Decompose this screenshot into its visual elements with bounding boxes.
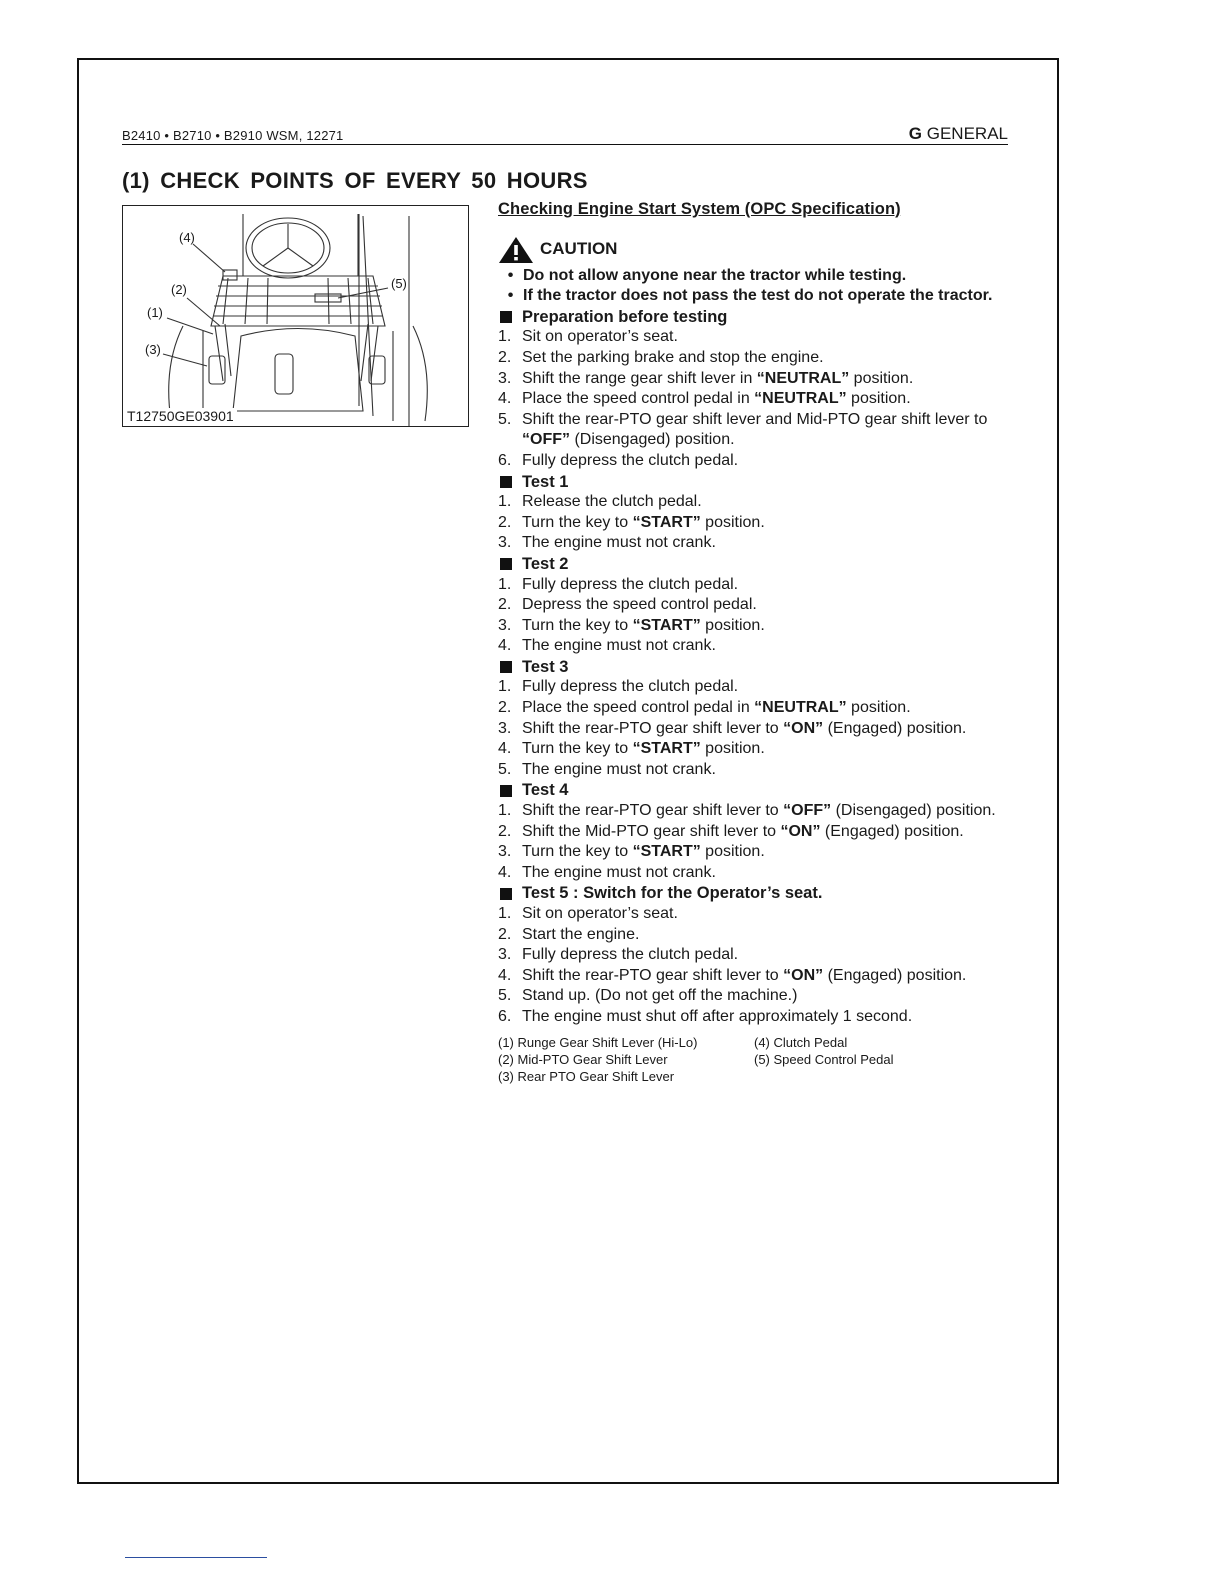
- step-number: 4.: [498, 740, 512, 758]
- step-text: Fully depress the clutch pedal.: [522, 451, 739, 469]
- step-number: 3.: [498, 946, 512, 964]
- footer-link-underline: [125, 1557, 267, 1558]
- square-bullet-icon: [500, 558, 512, 570]
- step-text: Release the clutch pedal.: [522, 493, 702, 511]
- square-bullet-icon: [500, 785, 512, 797]
- step-item: [498, 327, 1013, 348]
- step-keyword: “OFF”: [783, 802, 832, 820]
- step-keyword: “ON”: [783, 966, 824, 984]
- step-number: 2.: [498, 596, 512, 614]
- step-item: [498, 801, 1013, 822]
- test-2-block: [498, 554, 1013, 657]
- step-text: Turn the key to “START” position.: [522, 740, 765, 758]
- block-title: Test 5 : Switch for the Operator’s seat.: [522, 884, 823, 903]
- test-3-block: [498, 657, 1013, 781]
- step-keyword: “START”: [632, 740, 701, 758]
- step-number: 2.: [498, 822, 512, 840]
- step-text: Sit on operator’s seat.: [522, 905, 678, 922]
- step-item: [498, 842, 1013, 863]
- step-keyword: “ON”: [783, 719, 824, 737]
- caution-text: CAUTION: [540, 239, 618, 259]
- block-heading: [498, 307, 1013, 328]
- step-item: [498, 451, 1013, 472]
- step-text: Turn the key to “START” position.: [522, 513, 765, 531]
- square-bullet-icon: [500, 476, 512, 488]
- step-text: Shift the range gear shift lever in “NEUTRAL” position.: [522, 369, 914, 387]
- step-keyword: “NEUTRAL”: [754, 390, 847, 408]
- step-number: 2.: [498, 348, 512, 366]
- subheading: Checking Engine Start System (OPC Specification): [498, 200, 901, 218]
- step-text: Turn the key to “START” position.: [522, 843, 765, 861]
- block-title: Test 2: [522, 554, 569, 573]
- step-keyword: “OFF”: [522, 431, 570, 449]
- step-number: 1.: [498, 575, 512, 593]
- step-item: [498, 513, 1013, 534]
- step-item: [498, 533, 1013, 554]
- step-text: The engine must shut off after approximately 1 second.: [522, 1007, 913, 1025]
- block-title: Preparation before testing: [522, 307, 728, 326]
- step-keyword: “ON”: [780, 822, 821, 840]
- block-title: Test 1: [522, 472, 569, 491]
- step-text: Fully depress the clutch pedal.: [522, 678, 739, 696]
- step-number: 1.: [498, 678, 512, 696]
- figure-legend: [498, 1034, 1013, 1085]
- step-number: 4.: [498, 637, 512, 655]
- step-text: Shift the rear-PTO gear shift lever and Mid-PTO gear shift lever to “OFF” (Disengaged) position.: [522, 410, 988, 449]
- step-number: 5.: [498, 410, 512, 428]
- step-number: 6.: [498, 451, 512, 469]
- step-item: [498, 863, 1013, 884]
- step-item: [498, 575, 1013, 596]
- step-item: [498, 677, 1013, 698]
- step-item: [498, 492, 1013, 513]
- step-number: 4.: [498, 966, 512, 984]
- block-heading: [498, 472, 1013, 493]
- step-item: [498, 966, 1013, 987]
- step-text: Shift the Mid-PTO gear shift lever to “ON” (Engaged) position.: [522, 822, 964, 840]
- step-keyword: “NEUTRAL”: [754, 699, 847, 717]
- block-title: Test 4: [522, 781, 569, 800]
- legend-item: (2) Mid-PTO Gear Shift Lever: [498, 1051, 668, 1067]
- step-item: [498, 719, 1013, 740]
- manual-model-header: B2410 • B2710 • B2910 WSM, 12271: [122, 128, 344, 143]
- legend-item: (1) Runge Gear Shift Lever (Hi-Lo): [498, 1034, 698, 1050]
- caution-item: • If the tractor does not pass the test do not operate the tractor.: [507, 287, 993, 305]
- step-number: 3.: [498, 616, 512, 634]
- block-heading: [498, 554, 1013, 575]
- tractor-controls-figure: [122, 205, 469, 427]
- step-number: 3.: [498, 843, 512, 861]
- section-header: [909, 124, 1008, 144]
- step-text: Turn the key to “START” position.: [522, 616, 765, 634]
- section-title: (1) CHECK POINTS OF EVERY 50 HOURS: [122, 168, 588, 193]
- step-text: Place the speed control pedal in “NEUTRAL” position.: [522, 699, 911, 717]
- step-item: [498, 1007, 1013, 1028]
- step-item: [498, 760, 1013, 781]
- step-text: The engine must not crank.: [522, 637, 716, 655]
- step-item: [498, 945, 1013, 966]
- step-item: [498, 904, 1013, 925]
- step-number: 2.: [498, 925, 512, 943]
- step-number: 2.: [498, 513, 512, 531]
- caution-item: • Do not allow anyone near the tractor while testing.: [507, 266, 907, 284]
- step-item: [498, 616, 1013, 637]
- tractor-operator-station-illustration: [123, 206, 469, 427]
- step-text: The engine must not crank.: [522, 760, 716, 778]
- block-heading: [498, 657, 1013, 678]
- step-item: [498, 822, 1013, 843]
- step-item: [498, 348, 1013, 369]
- step-number: 5.: [498, 987, 512, 1005]
- step-text: Shift the rear-PTO gear shift lever to “ON” (Engaged) position.: [522, 719, 967, 737]
- content-column: [498, 199, 1013, 1085]
- square-bullet-icon: [500, 311, 512, 323]
- step-number: 3.: [498, 534, 512, 552]
- callout-2: (2): [171, 282, 187, 297]
- step-text: Set the parking brake and stop the engine.: [522, 348, 824, 366]
- step-item: [498, 739, 1013, 760]
- preparation-block: [498, 307, 1013, 472]
- legend-item: (4) Clutch Pedal: [754, 1034, 848, 1050]
- step-number: 6.: [498, 1007, 512, 1025]
- figure-code: T12750GE03901: [127, 408, 237, 424]
- step-text: Stand up. (Do not get off the machine.): [522, 987, 798, 1005]
- caution-label: [498, 236, 1013, 264]
- step-number: 1.: [498, 802, 512, 820]
- step-text: Start the engine.: [522, 925, 640, 943]
- step-number: 5.: [498, 760, 512, 778]
- step-number: 3.: [498, 369, 512, 387]
- square-bullet-icon: [500, 661, 512, 673]
- square-bullet-icon: [500, 888, 512, 900]
- callout-4: (4): [179, 230, 195, 245]
- step-number: 2.: [498, 699, 512, 717]
- header-rule: [122, 144, 1008, 145]
- step-item: [498, 925, 1013, 946]
- block-heading: [498, 780, 1013, 801]
- step-item: [498, 410, 1013, 451]
- step-item: [498, 369, 1013, 390]
- step-text: Place the speed control pedal in “NEUTRAL” position.: [522, 390, 911, 408]
- step-text: The engine must not crank.: [522, 863, 716, 881]
- step-number: 4.: [498, 863, 512, 881]
- callout-1: (1): [147, 305, 163, 320]
- block-title: Test 3: [522, 657, 569, 676]
- step-text: Fully depress the clutch pedal.: [522, 575, 739, 593]
- step-text: Shift the rear-PTO gear shift lever to “OFF” (Disengaged) position.: [522, 802, 996, 820]
- step-keyword: “NEUTRAL”: [756, 369, 850, 387]
- step-keyword: “START”: [632, 616, 701, 634]
- step-text: Fully depress the clutch pedal.: [522, 946, 739, 964]
- block-heading: [498, 883, 1013, 904]
- test-5-block: [498, 883, 1013, 1027]
- step-text: Depress the speed control pedal.: [522, 596, 757, 614]
- step-item: [498, 636, 1013, 657]
- step-keyword: “START”: [632, 843, 701, 861]
- step-item: [498, 389, 1013, 410]
- step-number: 1.: [498, 328, 512, 346]
- legend-item: (3) Rear PTO Gear Shift Lever: [498, 1068, 675, 1084]
- step-number: 4.: [498, 390, 512, 408]
- step-keyword: “START”: [632, 513, 701, 531]
- legend-item: (5) Speed Control Pedal: [754, 1051, 894, 1067]
- section-name: GENERAL: [926, 124, 1008, 143]
- warning-triangle-icon: [498, 236, 534, 264]
- test-4-block: [498, 780, 1013, 883]
- step-item: [498, 986, 1013, 1007]
- step-number: 1.: [498, 493, 512, 511]
- step-text: Shift the rear-PTO gear shift lever to “ON” (Engaged) position.: [522, 966, 967, 984]
- test-1-block: [498, 472, 1013, 554]
- step-number: 1.: [498, 905, 512, 922]
- section-letter: G: [908, 124, 923, 143]
- step-item: [498, 698, 1013, 719]
- callout-3: (3): [145, 342, 161, 357]
- step-item: [498, 595, 1013, 616]
- step-text: Sit on operator’s seat.: [522, 328, 678, 346]
- step-number: 3.: [498, 719, 512, 737]
- callout-5: (5): [391, 276, 407, 291]
- step-text: The engine must not crank.: [522, 534, 716, 552]
